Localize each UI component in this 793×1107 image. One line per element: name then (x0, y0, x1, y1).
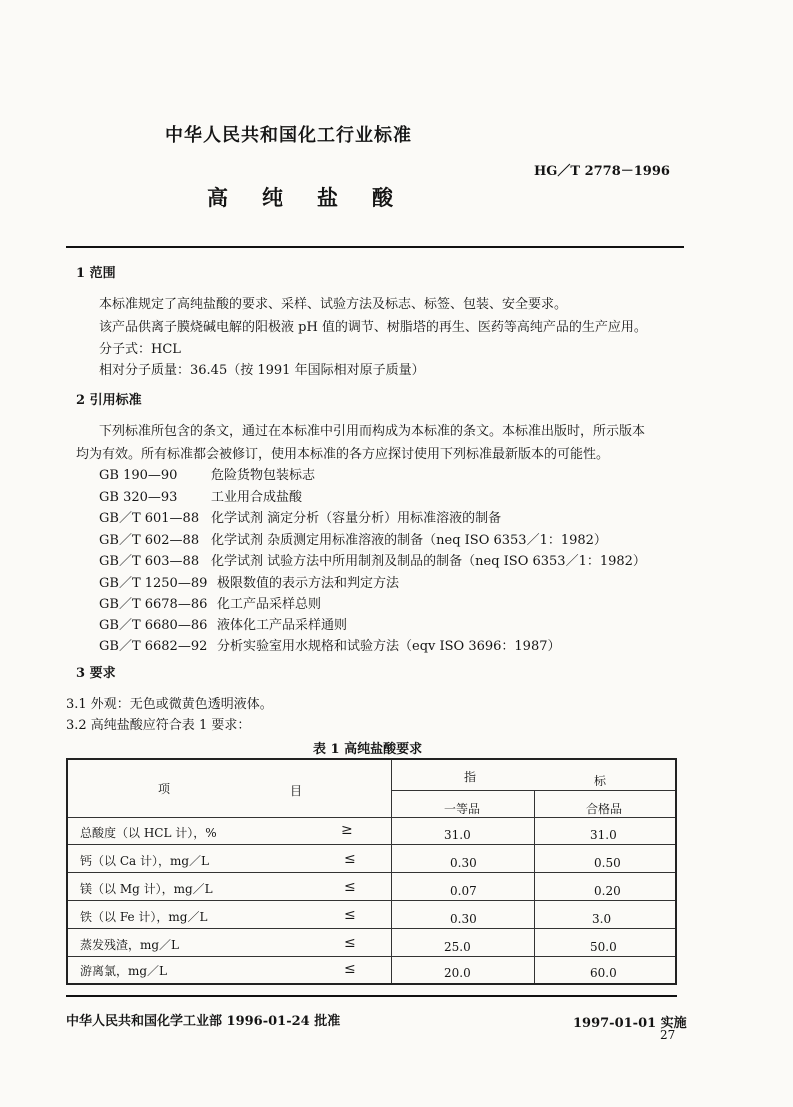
scope-line: 该产品供离子膜烧碱电解的阳极液 pH 值的调节、树脂塔的再生、医药等高纯产品的生产应用。 (99, 320, 647, 335)
requirements-table (66, 758, 677, 985)
reference-item (99, 593, 321, 612)
reference-item (99, 464, 315, 483)
table-caption: 表 1 高纯盐酸要求 (313, 742, 423, 757)
reference-title: 液体化工产品采样通则 (217, 618, 348, 633)
reference-title: 极限数值的表示方法和判定方法 (217, 576, 400, 591)
table-row-item: 总酸度（以 HCL 计），% (80, 826, 217, 840)
document-title: 高纯盐酸 (207, 186, 427, 210)
table-row-grade2: 0.20 (594, 884, 621, 898)
table-row-grade2: 60.0 (590, 966, 617, 980)
table-row-grade1: 0.30 (450, 856, 477, 870)
table-header-index: 标 (594, 774, 607, 788)
reference-item (99, 507, 501, 526)
table-row-grade2: 3.0 (592, 912, 612, 926)
reference-item (99, 486, 302, 505)
reference-title: 化学试剂 杂质测定用标准溶液的制备（neq ISO 6353／1：1982） (211, 533, 607, 548)
table-row-grade1: 0.30 (450, 912, 477, 926)
reference-title: 化学试剂 滴定分析（容量分析）用标准溶液的制备 (211, 511, 502, 526)
reference-item (99, 614, 347, 633)
table-divider (68, 817, 675, 818)
section-heading-scope: 1 范围 (76, 266, 116, 281)
effective-date: 1997-01-01 实施 (573, 1016, 687, 1031)
reference-code: GB／T 6680—86 (99, 618, 208, 633)
table-header-grade: 合格品 (586, 802, 623, 816)
references-intro: 下列标准所包含的条文，通过在本标准中引用而构成为本标准的条文。本标准出版时，所示版本 (99, 424, 646, 439)
reference-item (99, 572, 399, 591)
reference-code: GB／T 602—88 (99, 533, 200, 548)
table-divider (68, 956, 675, 957)
reference-code: GB 320—93 (99, 490, 178, 505)
table-divider (391, 790, 675, 791)
table-row-grade1: 20.0 (444, 966, 471, 980)
table-row-item: 钙（以 Ca 计），mg／L (80, 854, 209, 868)
reference-code: GB／T 6678—86 (99, 597, 208, 612)
table-divider (68, 844, 675, 845)
reference-item (99, 635, 561, 654)
table-row-grade1: 31.0 (444, 828, 471, 842)
table-row-operator: ≤ (344, 961, 356, 977)
page-number: 27 (660, 1028, 676, 1042)
reference-title: 危险货物包装标志 (211, 468, 316, 483)
table-row-grade1: 25.0 (444, 940, 471, 954)
reference-item (99, 529, 607, 548)
table-divider (68, 928, 675, 929)
table-header-item: 项 (158, 782, 171, 796)
table-divider (68, 900, 675, 901)
reference-item (99, 550, 646, 569)
standard-code: HG／T 2778－1996 (534, 164, 670, 179)
references-intro: 均为有效。所有标准都会被修订，使用本标准的各方应探讨使用下列标准最新版本的可能性。 (76, 447, 610, 462)
reference-title: 化学试剂 试验方法中所用制剂及制品的制备（neq ISO 6353／1：1982） (211, 554, 646, 569)
reference-code: GB／T 1250—89 (99, 576, 208, 591)
requirement-appearance: 3.1 外观：无色或微黄色透明液体。 (66, 697, 273, 712)
reference-code: GB／T 6682—92 (99, 639, 208, 654)
reference-code: GB／T 603—88 (99, 554, 200, 569)
molecular-mass-line: 相对分子质量：36.45（按 1991 年国际相对原子质量） (99, 363, 425, 378)
reference-title: 分析实验室用水规格和试验方法（eqv ISO 3696：1987） (217, 639, 561, 654)
table-row-item: 蒸发残渣，mg／L (80, 938, 180, 952)
approval-line: 中华人民共和国化学工业部 1996-01-24 批准 (66, 1014, 341, 1029)
table-header-item: 目 (290, 784, 303, 798)
reference-title: 化工产品采样总则 (217, 597, 322, 612)
scope-line: 本标准规定了高纯盐酸的要求、采样、试验方法及标志、标签、包装、安全要求。 (99, 297, 568, 312)
reference-code: GB 190—90 (99, 468, 178, 483)
requirement-table-ref: 3.2 高纯盐酸应符合表 1 要求： (66, 718, 251, 733)
table-row-operator: ≥ (341, 822, 353, 838)
reference-code: GB／T 601—88 (99, 511, 200, 526)
footer-rule (66, 995, 677, 997)
title-rule (66, 246, 684, 248)
table-row-item: 镁（以 Mg 计），mg／L (80, 882, 213, 896)
issuing-body: 中华人民共和国化工行业标准 (165, 125, 412, 146)
table-row-operator: ≤ (344, 851, 356, 867)
table-row-item: 铁（以 Fe 计），mg／L (80, 910, 208, 924)
table-header-grade: 一等品 (444, 802, 481, 816)
table-row-operator: ≤ (344, 907, 356, 923)
reference-title: 工业用合成盐酸 (211, 490, 303, 505)
table-row-grade2: 50.0 (590, 940, 617, 954)
section-heading-references: 2 引用标准 (76, 393, 142, 408)
table-divider (68, 872, 675, 873)
table-header-index: 指 (464, 770, 477, 784)
table-row-operator: ≤ (344, 879, 356, 895)
section-heading-requirements: 3 要求 (76, 666, 116, 681)
table-divider (534, 790, 535, 983)
table-row-operator: ≤ (344, 935, 356, 951)
table-row-item: 游离氯，mg／L (80, 964, 168, 978)
table-row-grade2: 31.0 (590, 828, 617, 842)
table-row-grade2: 0.50 (594, 856, 621, 870)
formula-line: 分子式：HCL (99, 342, 181, 357)
table-row-grade1: 0.07 (450, 884, 477, 898)
